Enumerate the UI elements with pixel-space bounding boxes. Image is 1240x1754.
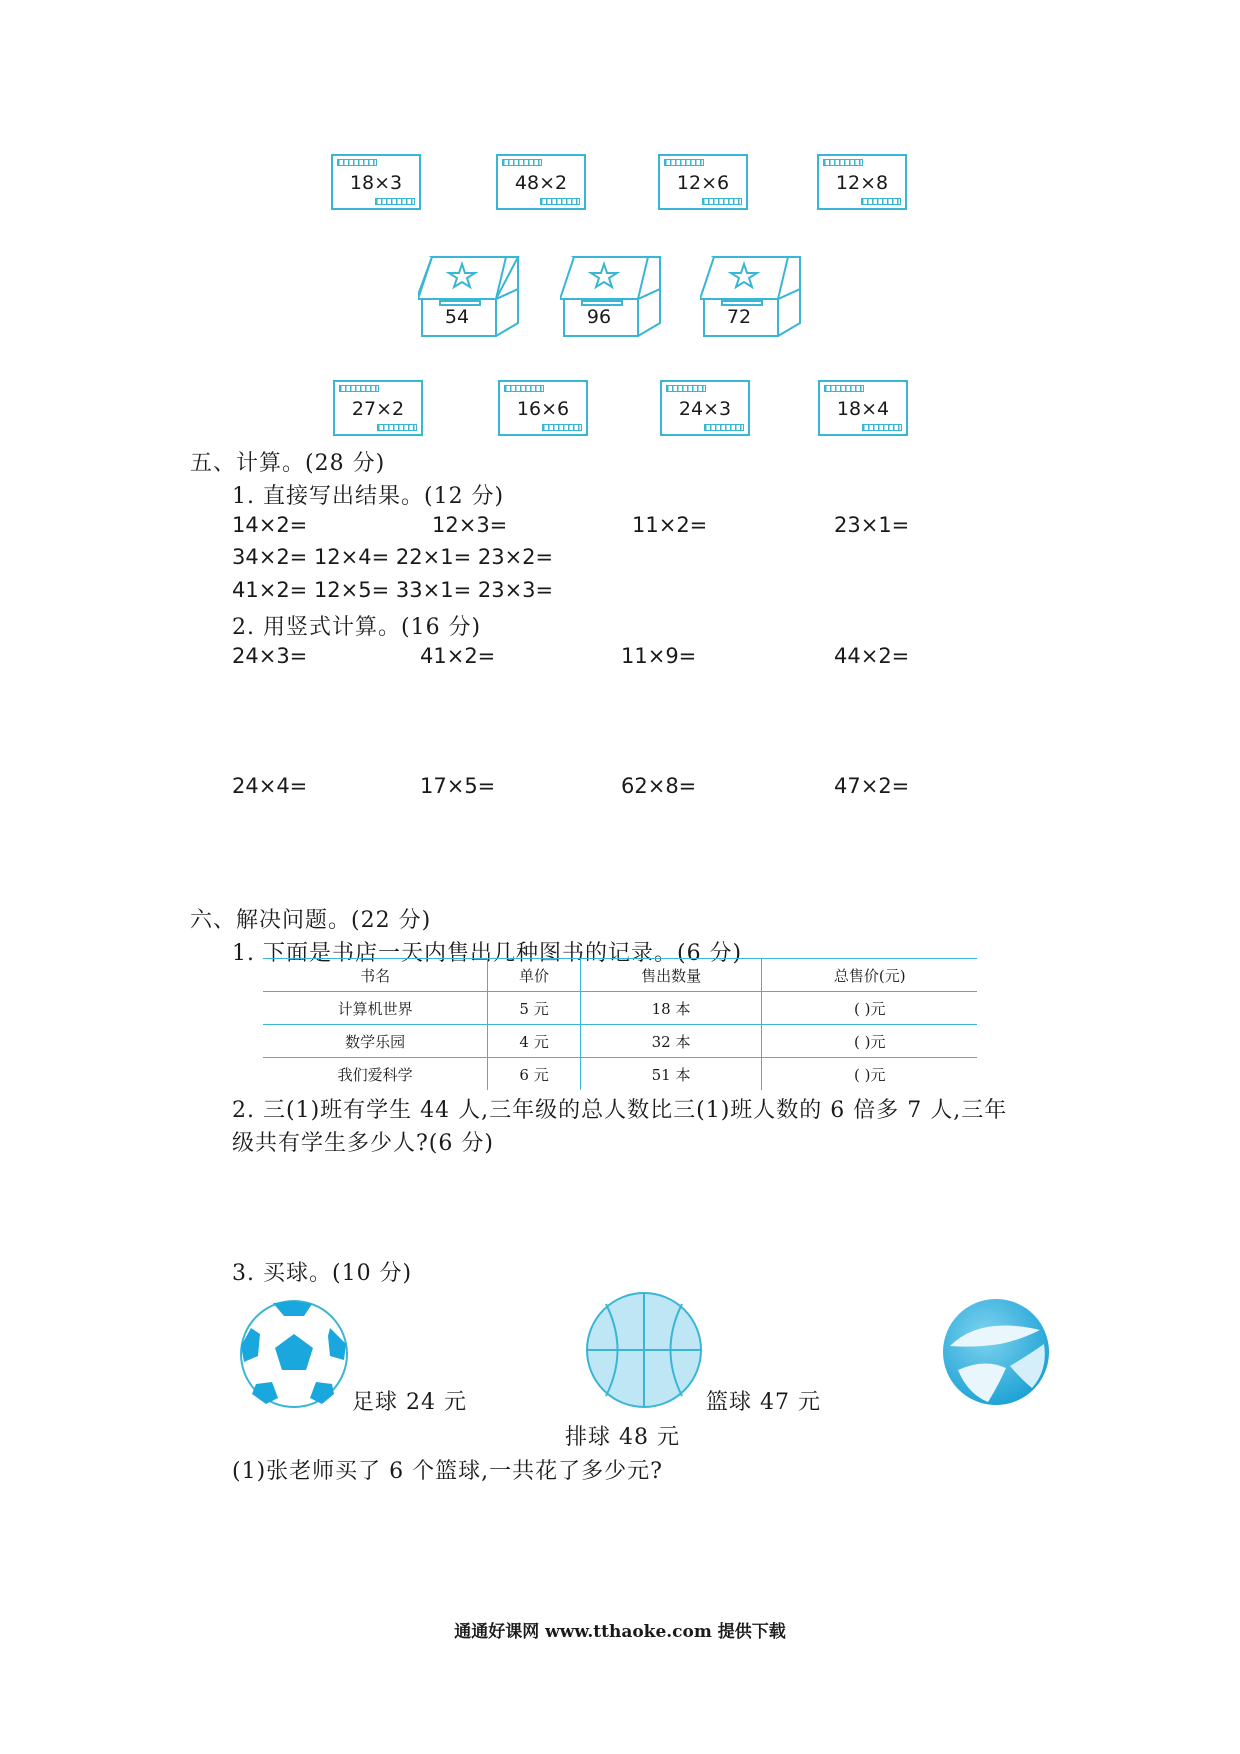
table-row <box>263 1025 977 1058</box>
table-cell: ( )元 <box>762 992 977 1025</box>
football-label: 足球 24 元 <box>352 1390 467 1415</box>
section5-q1: 1. 直接写出结果。(12 分) <box>232 484 505 509</box>
table-cell: ( )元 <box>762 1025 977 1058</box>
table-row <box>263 992 977 1025</box>
vertical-calc: 11×9= <box>621 644 697 668</box>
section6-q2-line1: 2. 三(1)班有学生 44 人,三年级的总人数比三(1)班人数的 6 倍多 7 人,三年 <box>232 1098 1008 1123</box>
oral-calc: 14×2= <box>232 513 308 537</box>
card-expression: 18×3 <box>349 172 403 194</box>
section6-q2-line2: 级共有学生多少人?(6 分) <box>232 1131 494 1156</box>
mailbox-house <box>700 255 804 337</box>
basketball-icon <box>584 1290 704 1410</box>
table-cell: 51 本 <box>580 1058 762 1091</box>
section6-q3: 3. 买球。(10 分) <box>232 1261 413 1286</box>
volleyball-icon <box>940 1296 1052 1408</box>
card-expression: 48×2 <box>514 172 568 194</box>
sales-record-table <box>263 958 977 1090</box>
expression-card <box>331 154 421 210</box>
vertical-calc: 47×2= <box>834 774 910 798</box>
football-icon <box>238 1298 350 1410</box>
table-cell: 数学乐园 <box>263 1025 488 1058</box>
table-cell: 18 本 <box>580 992 762 1025</box>
table-header: 书名 <box>263 959 488 992</box>
vertical-calc: 24×4= <box>232 774 308 798</box>
expression-card <box>333 380 423 436</box>
vertical-calc: 24×3= <box>232 644 308 668</box>
section6-q1: 1. 下面是书店一天内售出几种图书的记录。(6 分) <box>232 941 743 966</box>
house-number: 54 <box>444 306 470 328</box>
table-cell: 32 本 <box>580 1025 762 1058</box>
section5-q2: 2. 用竖式计算。(16 分) <box>232 615 482 640</box>
table-cell: 计算机世界 <box>263 992 488 1025</box>
expression-card <box>658 154 748 210</box>
table-cell: 6 元 <box>488 1058 580 1091</box>
mailbox-house <box>418 255 522 337</box>
section6-title: 六、解决问题。(22 分) <box>190 908 432 933</box>
expression-card <box>496 154 586 210</box>
vertical-calc: 44×2= <box>834 644 910 668</box>
basketball-label: 篮球 47 元 <box>706 1390 821 1415</box>
card-expression: 18×4 <box>836 398 890 420</box>
table-row <box>263 1058 977 1091</box>
expression-card <box>818 380 908 436</box>
table-cell: 5 元 <box>488 992 580 1025</box>
expression-card <box>660 380 750 436</box>
table-header: 售出数量 <box>580 959 762 992</box>
card-expression: 12×8 <box>835 172 889 194</box>
card-expression: 24×3 <box>678 398 732 420</box>
card-expression: 12×6 <box>676 172 730 194</box>
card-expression: 16×6 <box>516 398 570 420</box>
oral-calc-row: 34×2= 12×4= 22×1= 23×2= <box>232 545 554 569</box>
expression-card <box>498 380 588 436</box>
vertical-calc: 17×5= <box>420 774 496 798</box>
table-cell: ( )元 <box>762 1058 977 1091</box>
oral-calc: 23×1= <box>834 513 910 537</box>
oral-calc: 12×3= <box>432 513 508 537</box>
table-cell: 4 元 <box>488 1025 580 1058</box>
vertical-calc: 41×2= <box>420 644 496 668</box>
house-number: 96 <box>586 306 612 328</box>
house-number: 72 <box>726 306 752 328</box>
table-header: 总售价(元) <box>762 959 977 992</box>
table-cell: 我们爱科学 <box>337 1065 413 1084</box>
vertical-calc: 62×8= <box>621 774 697 798</box>
footer-credit: 通通好课网 www.tthaoke.com 提供下载 <box>454 1622 786 1642</box>
expression-card <box>817 154 907 210</box>
oral-calc-row: 41×2= 12×5= 33×1= 23×3= <box>232 578 554 602</box>
section6-q3-sub1: (1)张老师买了 6 个篮球,一共花了多少元? <box>232 1459 663 1484</box>
card-expression: 27×2 <box>351 398 405 420</box>
oral-calc: 11×2= <box>632 513 708 537</box>
volleyball-label: 排球 48 元 <box>565 1425 680 1450</box>
table-header: 单价 <box>488 959 580 992</box>
mailbox-house <box>560 255 664 337</box>
section5-title: 五、计算。(28 分) <box>190 451 386 476</box>
